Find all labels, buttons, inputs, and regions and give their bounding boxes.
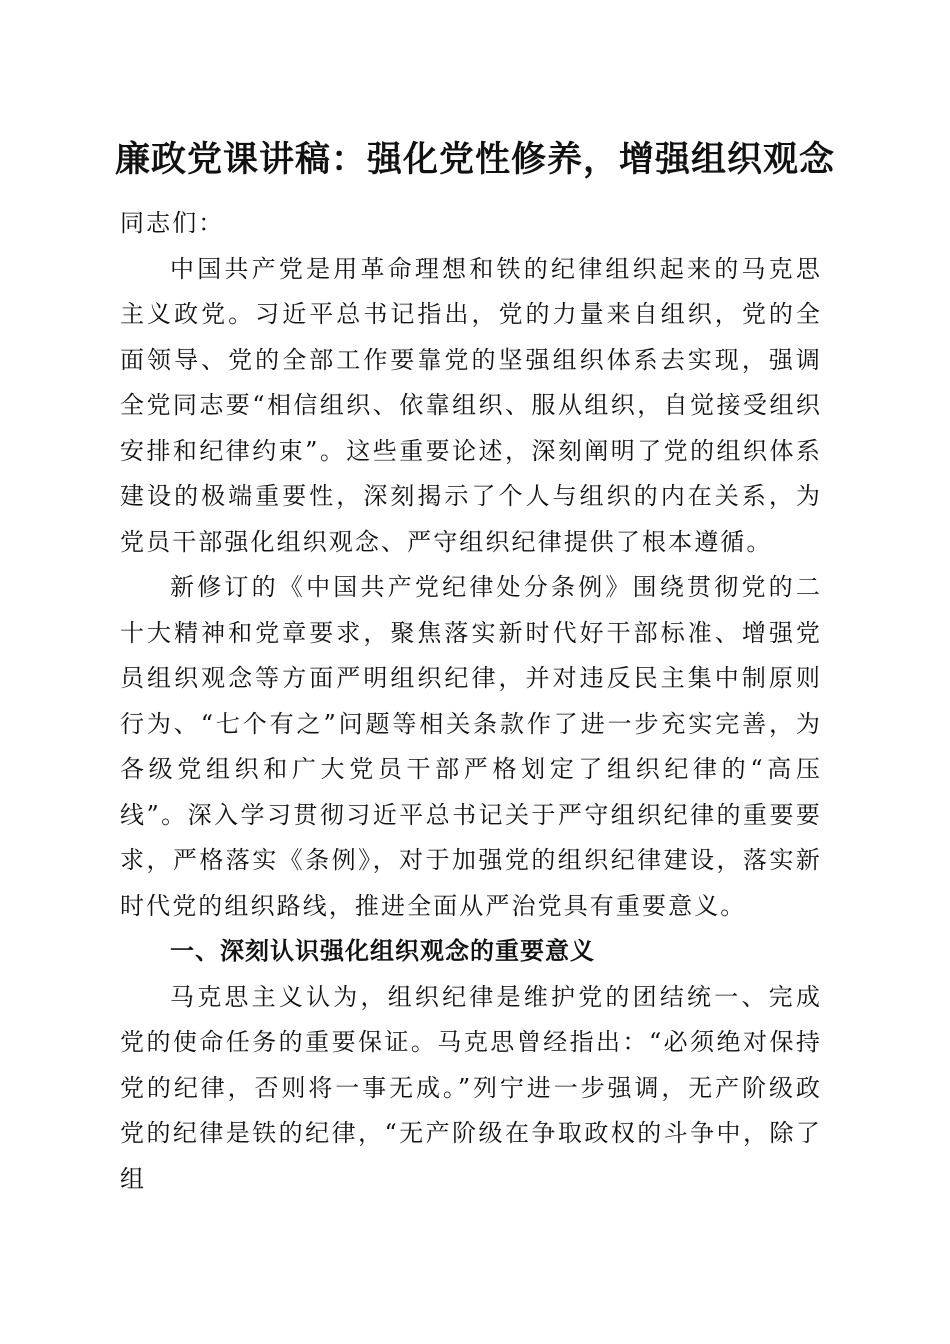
paragraph-2: 新修订的《中国共产党纪律处分条例》围绕贯彻党的二十大精神和党章要求，聚焦落实新时代好干部标准、增强党员组织观念等方面严明组织纪律，并对违反民主集中制原则行为、“七个有之”问题等相关条款作了进一步充实完善，为各级党组织和广大党员干部严格划定了组织纪律的“高压线”。深入学习贯彻习近平总书记关于严守组织纪律的重要要求，严格落实《条例》，对于加强党的组织纪律建设，落实新时代党的组织路线，推进全面从严治党具有重要意义。 [120, 573, 822, 920]
document-title: 廉政党课讲稿：强化党性修养，增强组织观念 [114, 139, 835, 180]
document-body [120, 201, 822, 1202]
paragraph-1: 中国共产党是用革命理想和铁的纪律组织起来的马克思主义政党。习近平总书记指出，党的力量来自组织，党的全面领导、党的全部工作要靠党的坚强组织体系去实现，强调全党同志要“相信组织、依靠组织、服从组织，自觉接受组织安排和纪律约束”。这些重要论述，深刻阐明了党的组织体系建设的极端重要性，深刻揭示了个人与组织的内在关系，为党员干部强化组织观念、严守组织纪律提供了根本遵循。 [120, 254, 822, 556]
salutation: 同志们： [120, 209, 225, 237]
section-heading: 一、深刻认识强化组织观念的重要意义 [170, 937, 595, 965]
section-paragraph: 马克思主义认为，组织纪律是维护党的团结统一、完成党的使命任务的重要保证。马克思曾经指出：“必须绝对保持党的纪律，否则将一事无成。”列宁进一步强调，无产阶级政党的纪律是铁的纪律，“无产阶级在争取政权的斗争中，除了组 [120, 982, 822, 1193]
